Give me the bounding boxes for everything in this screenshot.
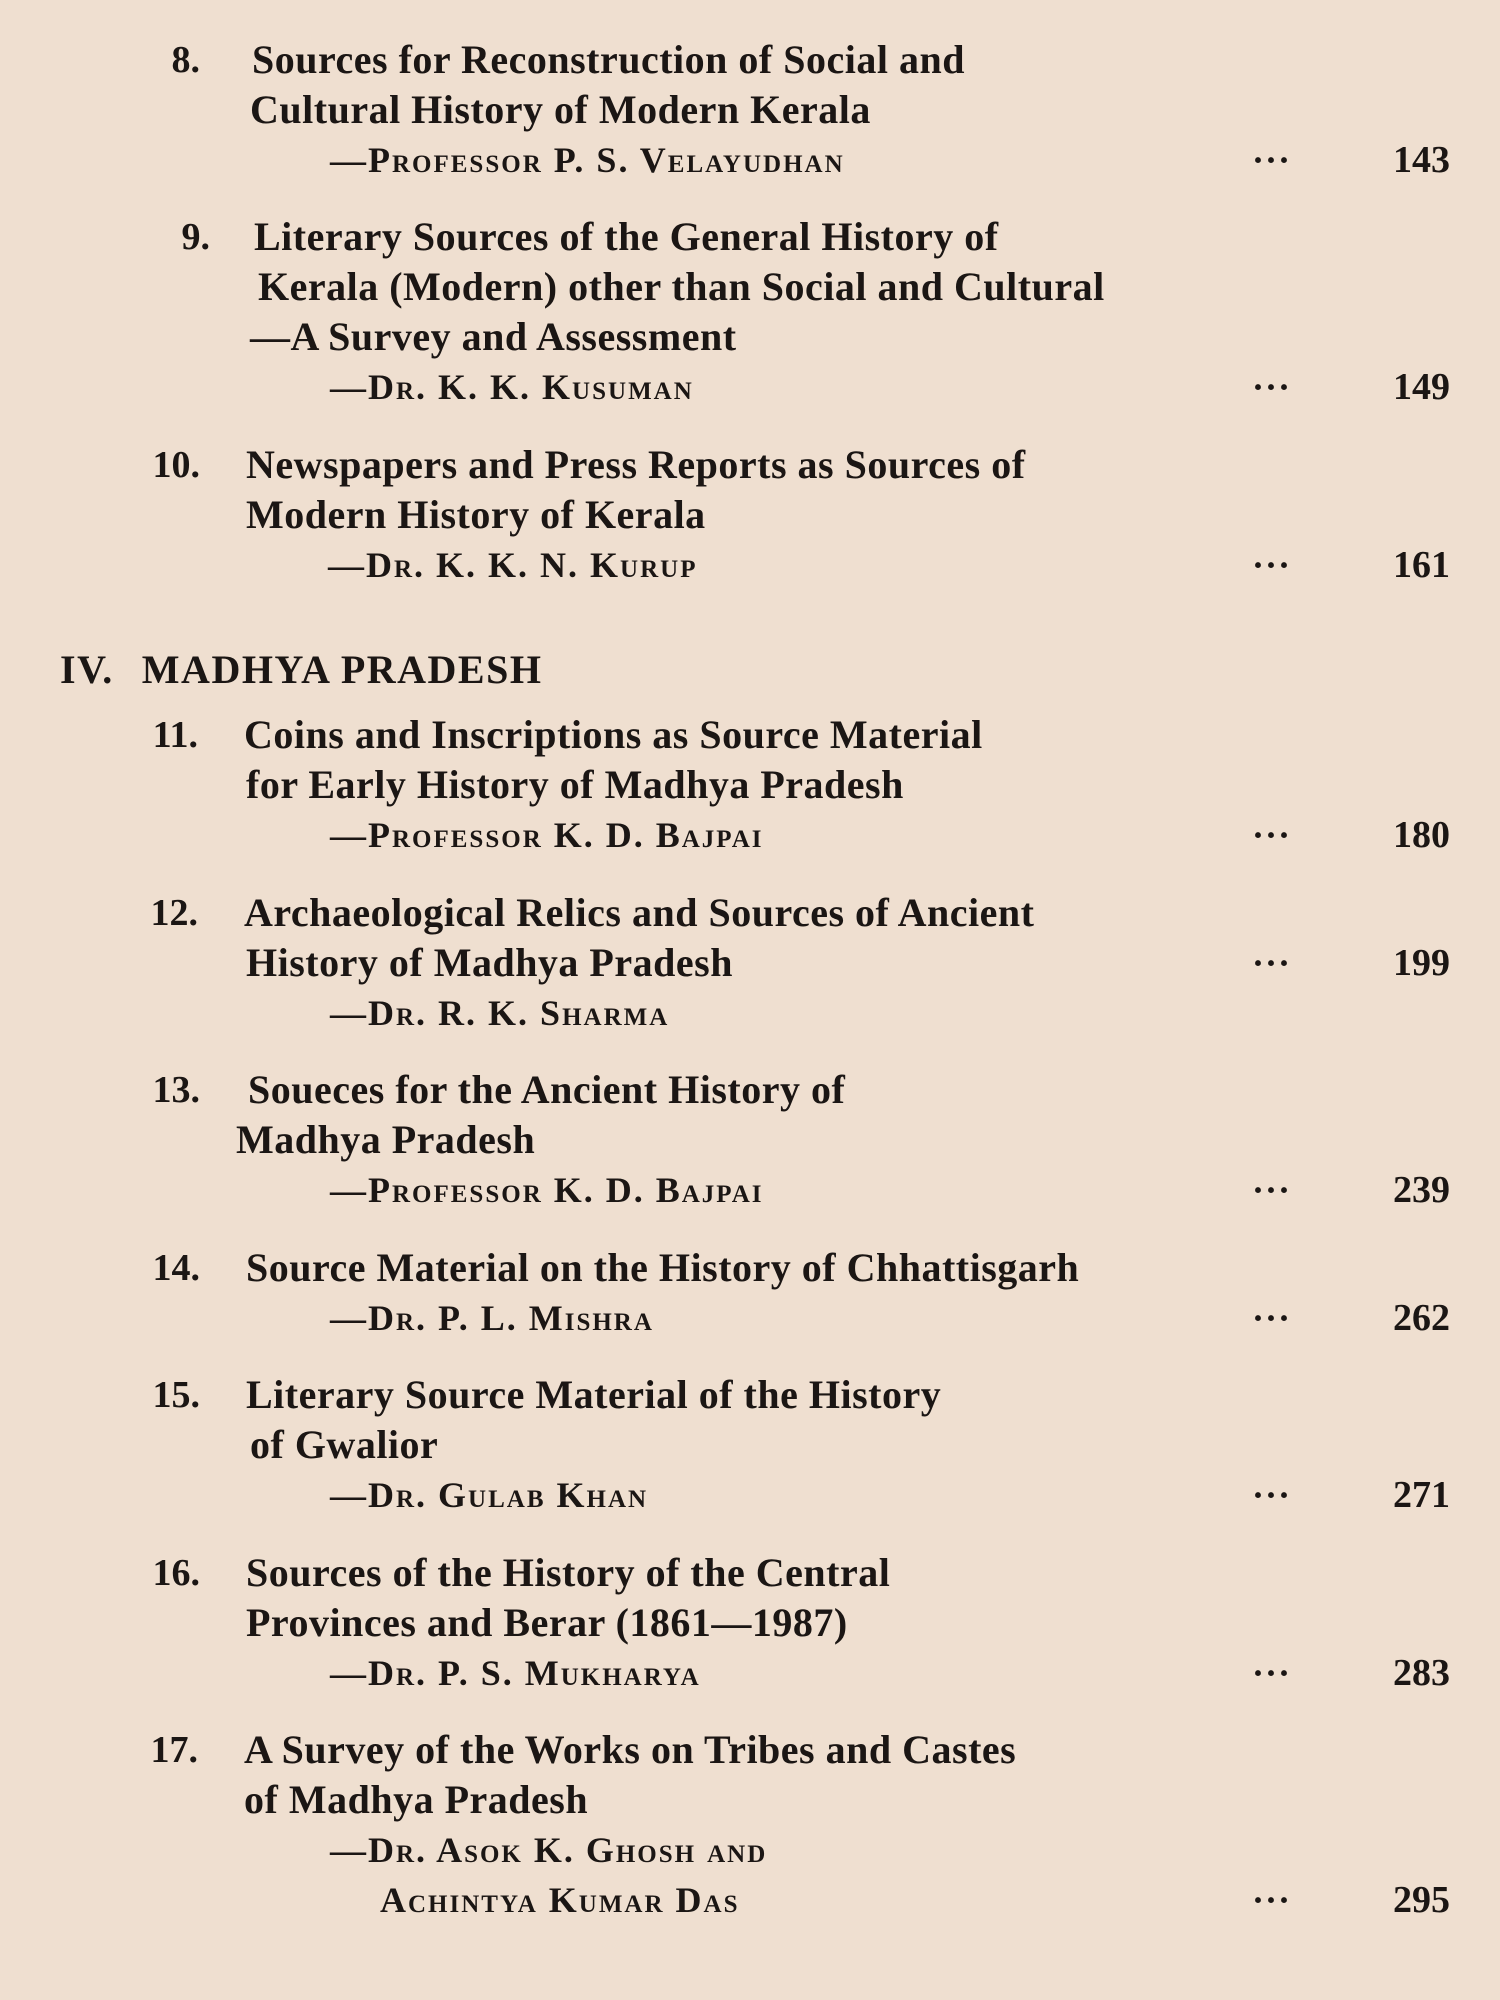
entry-number: 9. xyxy=(181,216,210,258)
entry-author: —Professor K. D. Bajpai xyxy=(330,815,764,855)
entry-author: —Dr. Asok K. Ghosh and xyxy=(330,1830,768,1870)
page-number: 271 xyxy=(1393,1474,1450,1516)
entry-author: —Dr. P. L. Mishra xyxy=(330,1298,654,1338)
entry-title-line: Coins and Inscriptions as Source Material xyxy=(244,712,983,757)
entry-number: 15. xyxy=(152,1374,200,1416)
entry-title-line: —A Survey and Assessment xyxy=(250,314,737,359)
leader-dots: ··· xyxy=(1252,1298,1292,1338)
entry-author: —Dr. R. K. Sharma xyxy=(330,993,670,1033)
entry-number: 8. xyxy=(171,39,200,81)
entry-title-line: Modern History of Kerala xyxy=(246,492,706,537)
section-numeral: IV. xyxy=(60,647,114,692)
entry-author: —Dr. K. K. Kusuman xyxy=(330,367,694,407)
entry-title-line: Sources for Reconstruction of Social and xyxy=(252,37,965,82)
entry-title-line: Soueces for the Ancient History of xyxy=(248,1067,846,1112)
entry-title-line: A Survey of the Works on Tribes and Castes xyxy=(244,1727,1017,1772)
leader-dots: ··· xyxy=(1252,815,1292,855)
section-heading-madhya-pradesh xyxy=(60,640,570,700)
leader-dots: ··· xyxy=(1252,1653,1292,1693)
page-number: 295 xyxy=(1393,1879,1450,1921)
entry-author: —Professor K. D. Bajpai xyxy=(330,1170,764,1210)
page-number: 199 xyxy=(1393,942,1450,984)
entry-title-line: Literary Sources of the General History of xyxy=(254,214,999,259)
page-number: 149 xyxy=(1393,366,1450,408)
entry-title-line: Newspapers and Press Reports as Sources of xyxy=(246,442,1026,487)
entry-title-line: Source Material on the History of Chhattisgarh xyxy=(246,1245,1080,1290)
entry-title-line: of Madhya Pradesh xyxy=(244,1777,589,1822)
entry-number: 14. xyxy=(152,1247,200,1289)
entry-number: 11. xyxy=(152,714,198,756)
page-number: 262 xyxy=(1393,1297,1450,1339)
entry-title-line: Archaeological Relics and Sources of Ancient xyxy=(244,890,1035,935)
leader-dots: ··· xyxy=(1252,367,1292,407)
entry-number: 17. xyxy=(150,1729,198,1771)
entry-author: —Professor P. S. Velayudhan xyxy=(330,140,845,180)
entry-title-line: Cultural History of Modern Kerala xyxy=(250,87,871,132)
leader-dots: ··· xyxy=(1252,1170,1292,1210)
page-number: 283 xyxy=(1393,1652,1450,1694)
entry-author: —Dr. Gulab Khan xyxy=(330,1475,649,1515)
entry-title-line: Madhya Pradesh xyxy=(236,1117,536,1162)
entry-author: —Dr. P. S. Mukharya xyxy=(330,1653,701,1693)
entry-author-continued: Achintya Kumar Das xyxy=(380,1880,740,1920)
entry-title-line: Literary Source Material of the History xyxy=(246,1372,942,1417)
page-number: 161 xyxy=(1393,544,1450,586)
entry-number: 16. xyxy=(152,1552,200,1594)
entry-title-line: of Gwalior xyxy=(250,1422,439,1467)
page-number: 180 xyxy=(1393,814,1450,856)
entry-number: 12. xyxy=(150,892,198,934)
leader-dots: ··· xyxy=(1252,1880,1292,1920)
entry-author: —Dr. K. K. N. Kurup xyxy=(328,545,698,585)
page-number: 239 xyxy=(1393,1169,1450,1211)
leader-dots: ··· xyxy=(1252,545,1292,585)
leader-dots: ··· xyxy=(1252,943,1292,983)
entry-title-line: Provinces and Berar (1861—1987) xyxy=(246,1600,848,1645)
section-title: MADHYA PRADESH xyxy=(141,647,543,692)
entry-title-line: Kerala (Modern) other than Social and Cultural xyxy=(258,264,1105,309)
page-number: 143 xyxy=(1393,139,1450,181)
entry-title-line: Sources of the History of the Central xyxy=(246,1550,891,1595)
entry-title-line: for Early History of Madhya Pradesh xyxy=(246,762,904,807)
leader-dots: ··· xyxy=(1252,1475,1292,1515)
entry-number: 10. xyxy=(152,444,200,486)
leader-dots: ··· xyxy=(1252,140,1292,180)
entry-number: 13. xyxy=(152,1069,200,1111)
entry-title-line: History of Madhya Pradesh xyxy=(246,940,733,985)
